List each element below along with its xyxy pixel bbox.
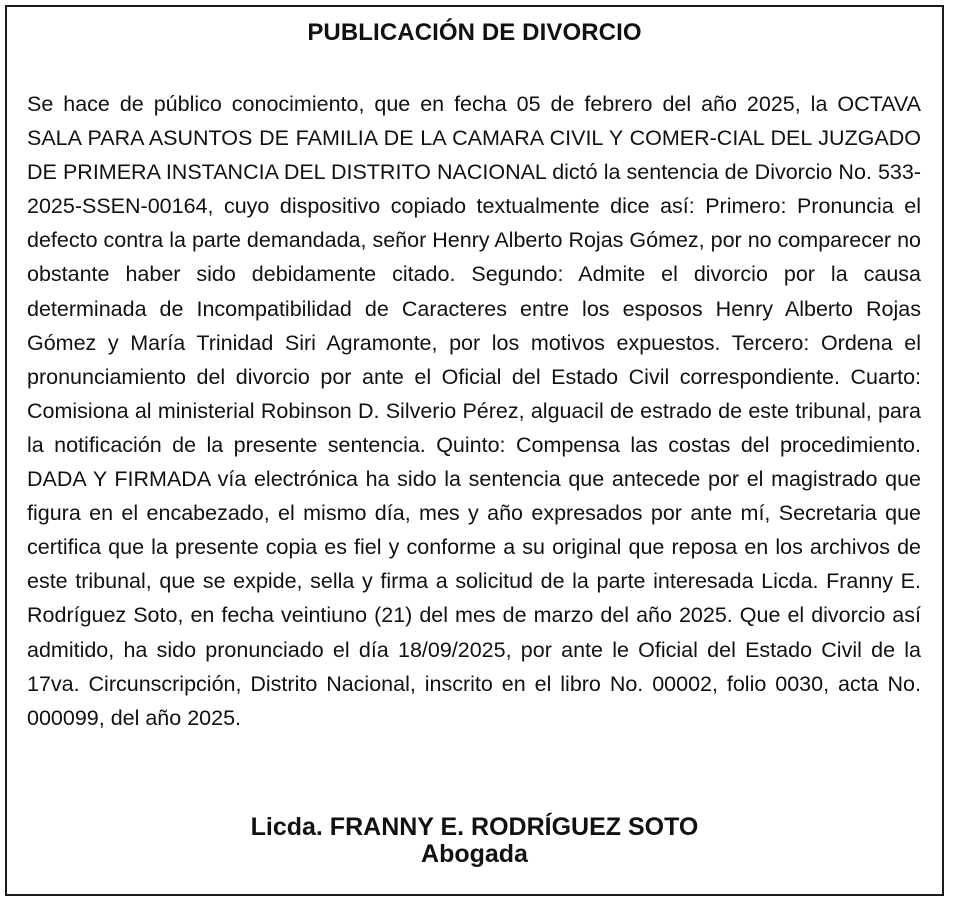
signature-block xyxy=(7,814,942,868)
signature-name: Licda. FRANNY E. RODRÍGUEZ SOTO xyxy=(250,813,699,841)
notice-frame xyxy=(5,5,944,896)
notice-body: Se hace de público conocimiento, que en fecha 05 de febrero del año 2025, la OCTAVA SALA PARA ASUNTOS DE FAMILIA DE LA CAMARA CIVIL Y COMER-CIAL DEL JUZGADO DE PRIMERA INSTANCIA DEL DISTRITO NACIONAL dictó la sentencia de Divorcio No. 533-2025-SSEN-00164, cuyo dispositivo copiado textualmente dice así: Primero: Pronuncia el defecto contra la parte demandada, señor Henry Alberto Rojas Gómez, por no comparecer no obstante haber sido debidamente citado. Segundo: Admite el divorcio por la causa determinada de Incompatibilidad de Caracteres entre los esposos Henry Alberto Rojas Gómez y María Trinidad Siri Agramonte, por los motivos expuestos. Tercero: Ordena el pronunciamiento del divorcio por ante el Oficial del Estado Civil correspondiente. Cuarto: Comisiona al ministerial Robinson D. Silverio Pérez, alguacil de estrado de este tribunal, para la notificación de la presente sentencia. Quinto: Compensa las costas del procedimiento. DADA Y FIRMADA vía electrónica ha sido la sentencia que antecede por el magistrado que figura en el encabezado, el mismo día, mes y año expresados por ante mí, Secretaria que certifica que la presente copia es fiel y conforme a su original que reposa en los archivos de este tribunal, que se expide, sella y firma a solicitud de la parte interesada Licda. Franny E. Rodríguez Soto, en fecha veintiuno (21) del mes de marzo del año 2025. Que el divorcio así admitido, ha sido pronunciado el día 18/09/2025, por ante le Oficial del Estado Civil de la 17va. Circunscripción, Distrito Nacional, inscrito en el libro No. 00002, folio 0030, acta No. 000099, del año 2025. xyxy=(27,92,921,730)
notice-title: PUBLICACIÓN DE DIVORCIO xyxy=(307,19,642,46)
signature-role: Abogada xyxy=(421,840,528,868)
